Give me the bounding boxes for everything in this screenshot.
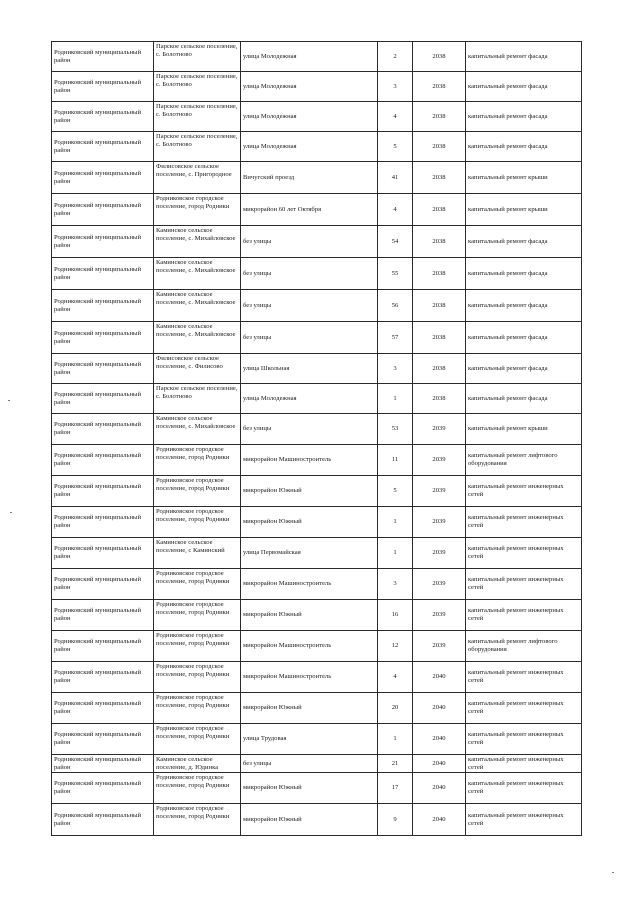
cell-district: Родниковский муниципальный район bbox=[52, 538, 154, 569]
cell-street: микрорайон Южный bbox=[241, 476, 378, 507]
cell-district: Родниковский муниципальный район bbox=[52, 354, 154, 384]
table-row bbox=[52, 693, 582, 724]
table-row bbox=[52, 354, 582, 384]
cell-house-number: 12 bbox=[378, 631, 413, 662]
cell-settlement: Парское сельское поселение, с. Болотново bbox=[154, 102, 241, 132]
cell-work-type: капитальный ремонт инженерных сетей bbox=[466, 507, 582, 538]
cell-district: Родниковский муниципальный район bbox=[52, 132, 154, 162]
table-row bbox=[52, 72, 582, 102]
cell-settlement: Парское сельское поселение, с. Болотново bbox=[154, 132, 241, 162]
cell-work-type: капитальный ремонт инженерных сетей bbox=[466, 476, 582, 507]
cell-district: Родниковский муниципальный район bbox=[52, 631, 154, 662]
cell-settlement: Филисовское сельское поселение, с. Филисово bbox=[154, 354, 241, 384]
cell-street: микрорайон Машиностроитель bbox=[241, 445, 378, 476]
cell-work-type: капитальный ремонт фасада bbox=[466, 354, 582, 384]
cell-district: Родниковский муниципальный район bbox=[52, 755, 154, 773]
cell-settlement: Каминское сельское поселение, с. Михайловское bbox=[154, 226, 241, 258]
cell-district: Родниковский муниципальный район bbox=[52, 226, 154, 258]
cell-district: Родниковский муниципальный район bbox=[52, 102, 154, 132]
cell-street: микрорайон Южный bbox=[241, 507, 378, 538]
cell-house-number: 3 bbox=[378, 72, 413, 102]
cell-work-type: капитальный ремонт фасада bbox=[466, 72, 582, 102]
cell-house-number: 2 bbox=[378, 42, 413, 72]
table-row bbox=[52, 42, 582, 72]
cell-year: 2040 bbox=[413, 662, 466, 693]
cell-house-number: 21 bbox=[378, 755, 413, 773]
cell-street: улица Первомайская bbox=[241, 538, 378, 569]
cell-settlement: Каминское сельское поселение, с. Михайловское bbox=[154, 290, 241, 322]
cell-district: Родниковский муниципальный район bbox=[52, 384, 154, 414]
cell-house-number: 4 bbox=[378, 194, 413, 226]
cell-district: Родниковский муниципальный район bbox=[52, 290, 154, 322]
cell-street: без улицы bbox=[241, 322, 378, 354]
cell-district: Родниковский муниципальный район bbox=[52, 414, 154, 445]
cell-work-type: капитальный ремонт инженерных сетей bbox=[466, 600, 582, 631]
cell-street: без улицы bbox=[241, 290, 378, 322]
table-row bbox=[52, 162, 582, 194]
cell-house-number: 17 bbox=[378, 773, 413, 804]
cell-house-number: 56 bbox=[378, 290, 413, 322]
cell-district: Родниковский муниципальный район bbox=[52, 476, 154, 507]
cell-district: Родниковский муниципальный район bbox=[52, 258, 154, 290]
table-row bbox=[52, 226, 582, 258]
cell-house-number: 9 bbox=[378, 804, 413, 836]
cell-house-number: 16 bbox=[378, 600, 413, 631]
cell-house-number: 41 bbox=[378, 162, 413, 194]
cell-district: Родниковский муниципальный район bbox=[52, 600, 154, 631]
cell-house-number: 1 bbox=[378, 507, 413, 538]
cell-work-type: капитальный ремонт крыши bbox=[466, 414, 582, 445]
table-row bbox=[52, 569, 582, 600]
cell-work-type: капитальный ремонт фасада bbox=[466, 226, 582, 258]
cell-year: 2040 bbox=[413, 693, 466, 724]
cell-settlement: Парское сельское поселение, с. Болотново bbox=[154, 42, 241, 72]
cell-house-number: 5 bbox=[378, 476, 413, 507]
table-row bbox=[52, 724, 582, 755]
cell-year: 2039 bbox=[413, 569, 466, 600]
cell-year: 2040 bbox=[413, 755, 466, 773]
table-row bbox=[52, 384, 582, 414]
cell-settlement: Филисовское сельское поселение, с. Пригородное bbox=[154, 162, 241, 194]
cell-settlement: Родниковское городское поселение, город Родники bbox=[154, 662, 241, 693]
cell-district: Родниковский муниципальный район bbox=[52, 693, 154, 724]
cell-district: Родниковский муниципальный район bbox=[52, 724, 154, 755]
table-row bbox=[52, 290, 582, 322]
cell-work-type: капитальный ремонт инженерных сетей bbox=[466, 773, 582, 804]
cell-house-number: 54 bbox=[378, 226, 413, 258]
table-row bbox=[52, 258, 582, 290]
cell-house-number: 3 bbox=[378, 569, 413, 600]
cell-house-number: 57 bbox=[378, 322, 413, 354]
cell-year: 2039 bbox=[413, 538, 466, 569]
cell-year: 2038 bbox=[413, 102, 466, 132]
table-row bbox=[52, 476, 582, 507]
cell-year: 2039 bbox=[413, 507, 466, 538]
cell-house-number: 4 bbox=[378, 662, 413, 693]
table-row bbox=[52, 132, 582, 162]
cell-street: без улицы bbox=[241, 226, 378, 258]
cell-district: Родниковский муниципальный район bbox=[52, 194, 154, 226]
table-row bbox=[52, 600, 582, 631]
cell-settlement: Родниковское городское поселение, город Родники bbox=[154, 507, 241, 538]
table-row bbox=[52, 804, 582, 836]
table-row bbox=[52, 773, 582, 804]
cell-street: микрорайон Южный bbox=[241, 804, 378, 836]
cell-house-number: 20 bbox=[378, 693, 413, 724]
cell-settlement: Родниковское городское поселение, город Родники bbox=[154, 631, 241, 662]
cell-street: улица Трудовая bbox=[241, 724, 378, 755]
cell-house-number: 1 bbox=[378, 384, 413, 414]
cell-work-type: капитальный ремонт фасада bbox=[466, 132, 582, 162]
table-row bbox=[52, 631, 582, 662]
cell-house-number: 4 bbox=[378, 102, 413, 132]
cell-district: Родниковский муниципальный район bbox=[52, 773, 154, 804]
cell-year: 2038 bbox=[413, 258, 466, 290]
cell-street: улица Молодежная bbox=[241, 132, 378, 162]
cell-year: 2038 bbox=[413, 194, 466, 226]
cell-settlement: Родниковское городское поселение, город Родники bbox=[154, 569, 241, 600]
cell-street: без улицы bbox=[241, 755, 378, 773]
table-row bbox=[52, 445, 582, 476]
table-row bbox=[52, 755, 582, 773]
cell-street: микрорайон Южный bbox=[241, 773, 378, 804]
cell-district: Родниковский муниципальный район bbox=[52, 445, 154, 476]
cell-work-type: капитальный ремонт инженерных сетей bbox=[466, 804, 582, 836]
cell-work-type: капитальный ремонт лифтового оборудования bbox=[466, 445, 582, 476]
cell-year: 2038 bbox=[413, 290, 466, 322]
cell-street: улица Молодежная bbox=[241, 42, 378, 72]
cell-year: 2039 bbox=[413, 631, 466, 662]
cell-district: Родниковский муниципальный район bbox=[52, 72, 154, 102]
cell-street: микрорайон Машиностроитель bbox=[241, 569, 378, 600]
cell-district: Родниковский муниципальный район bbox=[52, 662, 154, 693]
cell-district: Родниковский муниципальный район bbox=[52, 322, 154, 354]
table-row bbox=[52, 414, 582, 445]
table-row bbox=[52, 322, 582, 354]
table-row bbox=[52, 102, 582, 132]
cell-work-type: капитальный ремонт фасада bbox=[466, 384, 582, 414]
table-body bbox=[52, 42, 582, 836]
cell-year: 2038 bbox=[413, 162, 466, 194]
cell-district: Родниковский муниципальный район bbox=[52, 569, 154, 600]
cell-street: улица Школьная bbox=[241, 354, 378, 384]
cell-house-number: 5 bbox=[378, 132, 413, 162]
cell-year: 2038 bbox=[413, 322, 466, 354]
cell-work-type: капитальный ремонт инженерных сетей bbox=[466, 724, 582, 755]
cell-work-type: капитальный ремонт фасада bbox=[466, 290, 582, 322]
cell-street: микрорайон Южный bbox=[241, 693, 378, 724]
cell-settlement: Родниковское городское поселение, город Родники bbox=[154, 773, 241, 804]
cell-work-type: капитальный ремонт лифтового оборудования bbox=[466, 631, 582, 662]
cell-year: 2038 bbox=[413, 132, 466, 162]
cell-work-type: капитальный ремонт фасада bbox=[466, 258, 582, 290]
cell-year: 2040 bbox=[413, 773, 466, 804]
cell-settlement: Родниковское городское поселение, город Родники bbox=[154, 693, 241, 724]
cell-settlement: Парское сельское поселение, с. Болотново bbox=[154, 72, 241, 102]
cell-year: 2038 bbox=[413, 72, 466, 102]
cell-settlement: Родниковское городское поселение, город Родники bbox=[154, 600, 241, 631]
cell-year: 2040 bbox=[413, 724, 466, 755]
cell-settlement: Парское сельское поселение, с. Болотново bbox=[154, 384, 241, 414]
cell-settlement: Родниковское городское поселение, город Родники bbox=[154, 476, 241, 507]
table-row bbox=[52, 538, 582, 569]
cell-settlement: Каминское сельское поселение, с. Михайловское bbox=[154, 322, 241, 354]
cell-work-type: капитальный ремонт инженерных сетей bbox=[466, 693, 582, 724]
cell-house-number: 11 bbox=[378, 445, 413, 476]
cell-street: микрорайон 60 лет Октября bbox=[241, 194, 378, 226]
cell-year: 2040 bbox=[413, 804, 466, 836]
cell-year: 2039 bbox=[413, 445, 466, 476]
table-row bbox=[52, 194, 582, 226]
scan-speck bbox=[8, 400, 10, 401]
cell-settlement: Каминское сельское поселение, с. Михайловское bbox=[154, 414, 241, 445]
cell-street: улица Молодежная bbox=[241, 102, 378, 132]
cell-year: 2039 bbox=[413, 600, 466, 631]
cell-settlement: Каминское сельское поселение, с Каминский bbox=[154, 538, 241, 569]
cell-house-number: 53 bbox=[378, 414, 413, 445]
cell-year: 2038 bbox=[413, 226, 466, 258]
cell-work-type: капитальный ремонт фасада bbox=[466, 42, 582, 72]
scan-speck bbox=[10, 512, 12, 513]
cell-district: Родниковский муниципальный район bbox=[52, 804, 154, 836]
cell-settlement: Каминское сельское поселение, д. Юдинка bbox=[154, 755, 241, 773]
cell-settlement: Родниковское городское поселение, город Родники bbox=[154, 724, 241, 755]
cell-work-type: капитальный ремонт инженерных сетей bbox=[466, 569, 582, 600]
cell-street: без улицы bbox=[241, 258, 378, 290]
cell-work-type: капитальный ремонт инженерных сетей bbox=[466, 755, 582, 773]
cell-settlement: Родниковское городское поселение, город Родники bbox=[154, 445, 241, 476]
cell-work-type: капитальный ремонт крыши bbox=[466, 194, 582, 226]
cell-work-type: капитальный ремонт инженерных сетей bbox=[466, 538, 582, 569]
table-row bbox=[52, 507, 582, 538]
cell-year: 2039 bbox=[413, 476, 466, 507]
cell-year: 2039 bbox=[413, 414, 466, 445]
cell-street: микрорайон Машиностроитель bbox=[241, 662, 378, 693]
cell-house-number: 55 bbox=[378, 258, 413, 290]
cell-work-type: капитальный ремонт инженерных сетей bbox=[466, 662, 582, 693]
cell-district: Родниковский муниципальный район bbox=[52, 42, 154, 72]
table-row bbox=[52, 662, 582, 693]
cell-street: улица Молодежная bbox=[241, 72, 378, 102]
cell-district: Родниковский муниципальный район bbox=[52, 507, 154, 538]
cell-settlement: Родниковское городское поселение, город Родники bbox=[154, 804, 241, 836]
cell-street: микрорайон Машиностроитель bbox=[241, 631, 378, 662]
cell-street: микрорайон Южный bbox=[241, 600, 378, 631]
capital-repair-table bbox=[51, 41, 582, 836]
cell-street: Вичугский проезд bbox=[241, 162, 378, 194]
cell-house-number: 1 bbox=[378, 538, 413, 569]
cell-settlement: Каминское сельское поселение, с. Михайловское bbox=[154, 258, 241, 290]
cell-house-number: 3 bbox=[378, 354, 413, 384]
cell-settlement: Родниковское городское поселение, город Родники bbox=[154, 194, 241, 226]
cell-street: без улицы bbox=[241, 414, 378, 445]
cell-house-number: 1 bbox=[378, 724, 413, 755]
cell-work-type: капитальный ремонт фасада bbox=[466, 322, 582, 354]
cell-year: 2038 bbox=[413, 42, 466, 72]
cell-work-type: капитальный ремонт фасада bbox=[466, 102, 582, 132]
cell-street: улица Молодежная bbox=[241, 384, 378, 414]
cell-year: 2038 bbox=[413, 384, 466, 414]
cell-work-type: капитальный ремонт крыши bbox=[466, 162, 582, 194]
cell-district: Родниковский муниципальный район bbox=[52, 162, 154, 194]
scan-speck bbox=[612, 872, 614, 873]
cell-year: 2038 bbox=[413, 354, 466, 384]
